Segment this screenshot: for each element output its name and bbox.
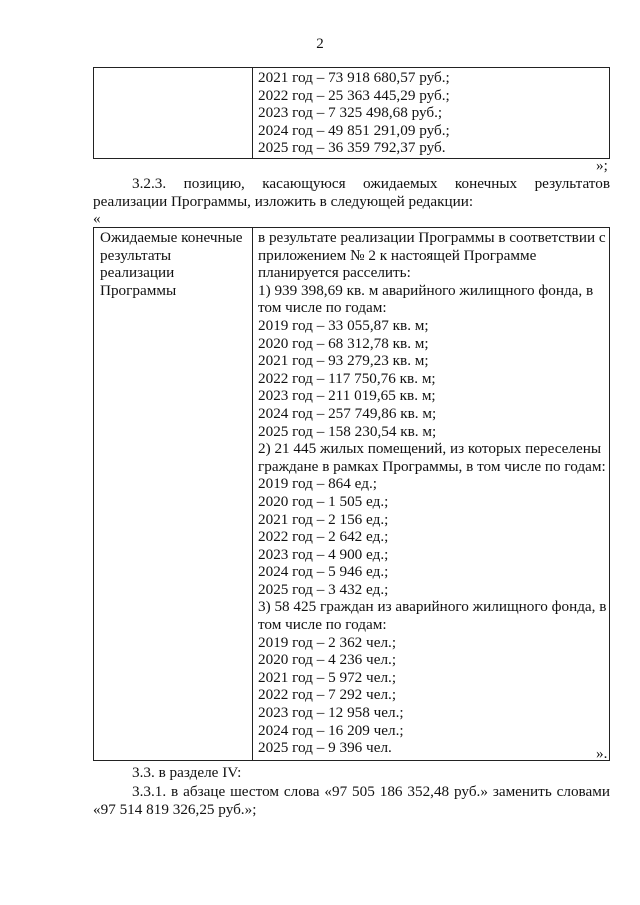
results-line: 2023 год – 4 900 ед.; bbox=[258, 545, 389, 563]
results-line: 2023 год – 12 958 чел.; bbox=[258, 704, 404, 722]
results-line: 2) 21 445 жилых помещений, из которых переселены bbox=[258, 440, 602, 458]
results-line: 2024 год – 257 749,86 кв. м; bbox=[258, 404, 437, 422]
funding-table bbox=[93, 67, 610, 159]
closing-quote: »; bbox=[596, 157, 608, 174]
results-line: 2019 год – 33 055,87 кв. м; bbox=[258, 316, 429, 334]
results-line: 2025 год – 3 432 ед.; bbox=[258, 580, 389, 598]
funding-row: 2022 год – 25 363 445,29 руб.; bbox=[258, 86, 450, 104]
results-line: 2019 год – 864 ед.; bbox=[258, 475, 377, 493]
results-label-line: Программы bbox=[100, 281, 177, 299]
results-line: 2021 год – 2 156 ед.; bbox=[258, 510, 389, 528]
results-line: 1) 939 398,69 кв. м аварийного жилищного фонда, в bbox=[258, 281, 594, 299]
results-line: 2023 год – 211 019,65 кв. м; bbox=[258, 387, 436, 405]
results-line: 2024 год – 16 209 чел.; bbox=[258, 721, 404, 739]
funding-row: 2025 год – 36 359 792,37 руб. bbox=[258, 139, 446, 157]
results-line: 3) 58 425 граждан из аварийного жилищного фонда, в bbox=[258, 598, 607, 616]
funding-table-values-cell bbox=[253, 68, 610, 159]
closing-quote: ». bbox=[596, 745, 608, 762]
paragraph-3-2-3-line1: 3.2.3. позицию, касающуюся ожидаемых конечных результатов bbox=[132, 175, 610, 192]
paragraph-3-3-1-line2: «97 514 819 326,25 руб.»; bbox=[93, 801, 257, 818]
paragraph-3-3-1-line1: 3.3.1. в абзаце шестом слова «97 505 186 352,48 руб.» заменить словами bbox=[132, 783, 610, 800]
results-line: том числе по годам: bbox=[258, 616, 387, 634]
results-line: планируется расселить: bbox=[258, 264, 411, 282]
results-label-line: результаты bbox=[100, 246, 172, 264]
results-line: 2021 год – 5 972 чел.; bbox=[258, 668, 397, 686]
results-values-cell bbox=[253, 228, 610, 761]
results-label-line: Ожидаемые конечные bbox=[100, 229, 243, 246]
results-line: том числе по годам: bbox=[258, 299, 387, 317]
results-line: 2020 год – 4 236 чел.; bbox=[258, 651, 397, 669]
results-line: 2022 год – 7 292 чел.; bbox=[258, 686, 397, 704]
funding-row: 2023 год – 7 325 498,68 руб.; bbox=[258, 104, 443, 122]
results-line: 2020 год – 1 505 ед.; bbox=[258, 492, 389, 510]
funding-row: 2024 год – 49 851 291,09 руб.; bbox=[258, 121, 450, 139]
results-line: 2022 год – 117 750,76 кв. м; bbox=[258, 369, 436, 387]
results-line: 2025 год – 158 230,54 кв. м; bbox=[258, 422, 437, 440]
section-3-3: 3.3. в разделе IV: bbox=[132, 764, 242, 781]
results-line: 2021 год – 93 279,23 кв. м; bbox=[258, 352, 429, 370]
results-line: граждане в рамках Программы, в том числе по годам: bbox=[258, 457, 606, 475]
results-line: 2024 год – 5 946 ед.; bbox=[258, 563, 389, 581]
funding-row: 2021 год – 73 918 680,57 руб.; bbox=[258, 69, 450, 86]
results-line: 2019 год – 2 362 чел.; bbox=[258, 633, 397, 651]
page-number: 2 bbox=[316, 36, 324, 52]
results-table bbox=[93, 227, 610, 761]
paragraph-3-2-3-line2: реализации Программы, изложить в следующей редакции: bbox=[93, 193, 474, 210]
results-line: приложением № 2 к настоящей Программе bbox=[258, 246, 537, 264]
opening-quote: « bbox=[93, 210, 101, 227]
results-line: 2022 год – 2 642 ед.; bbox=[258, 528, 389, 546]
results-line: 2020 год – 68 312,78 кв. м; bbox=[258, 334, 429, 352]
results-label-cell bbox=[94, 228, 253, 761]
results-label-line: реализации bbox=[100, 264, 175, 282]
results-line: 2025 год – 9 396 чел. bbox=[258, 739, 392, 757]
results-line: в результате реализации Программы в соответствии с bbox=[258, 229, 606, 246]
funding-table-empty-cell bbox=[94, 68, 253, 159]
